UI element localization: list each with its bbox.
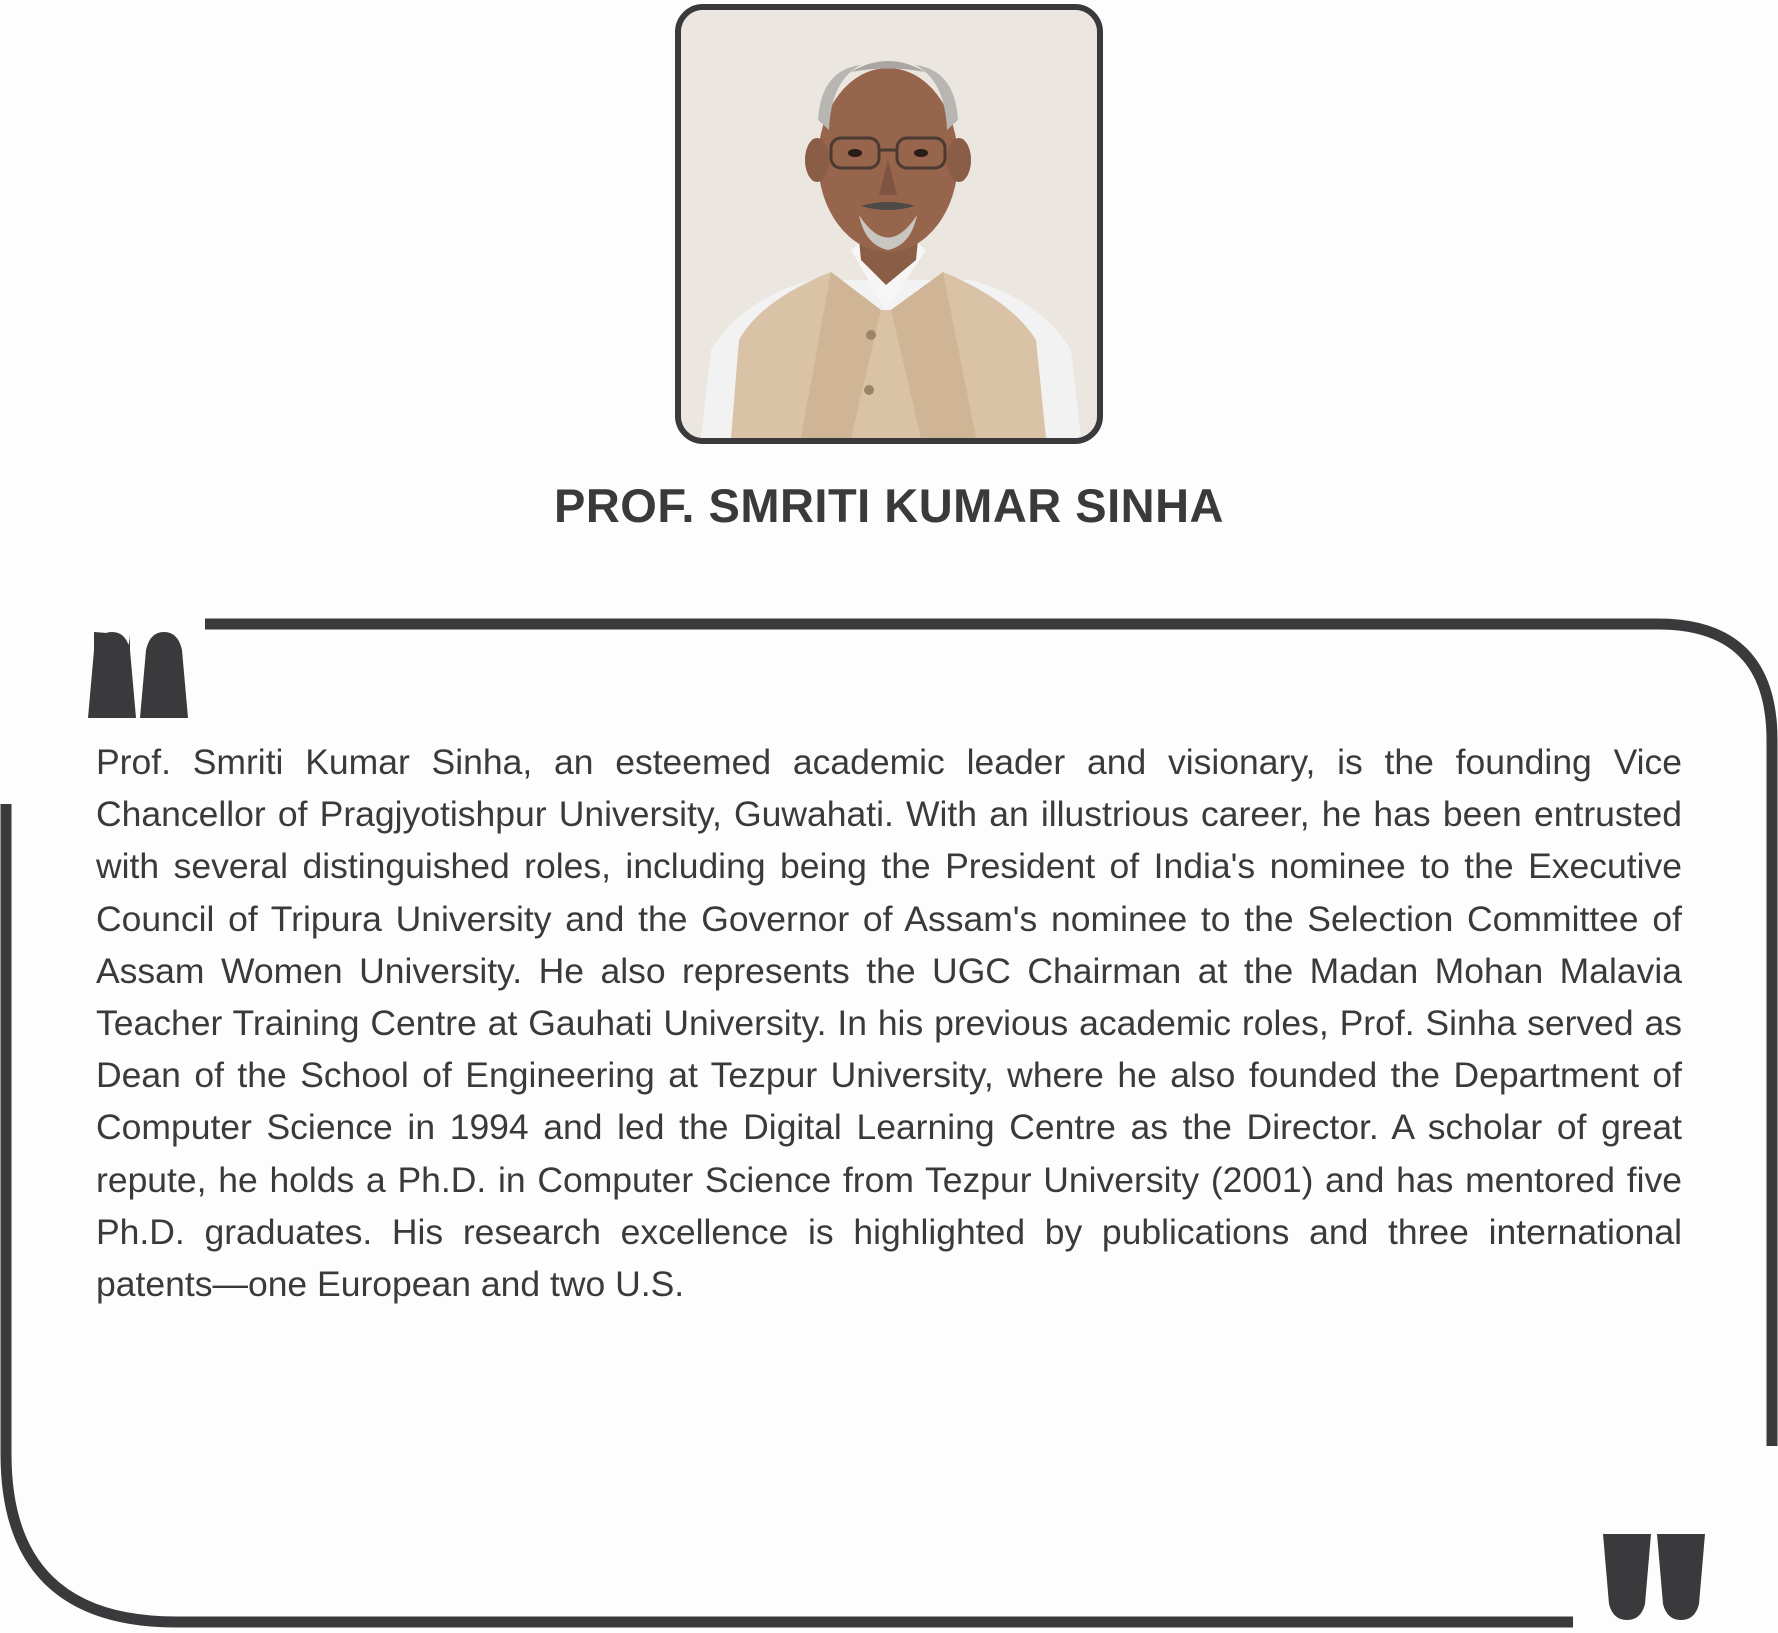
open-quote-icon (88, 632, 188, 718)
portrait-illustration (681, 10, 1097, 438)
page-title: PROF. SMRITI KUMAR SINHA (554, 479, 1224, 532)
portrait-photo (675, 4, 1103, 444)
close-quote-icon (1603, 1534, 1705, 1620)
bio-paragraph: Prof. Smriti Kumar Sinha, an esteemed academic leader and visionary, is the founding Vice Chancellor of Pragjyotishpur University, Guwahati. With an illustrious career, he has been entrusted with several distinguished roles, including being the President of India's nominee to the Executive Council of Tripura University and the Governor of Assam's nominee to the Selection Committee of Assam Women University. He also represents the UGC Chairman at the Madan Mohan Malavia Teacher Training Centre at Gauhati University. In his previous academic roles, Prof. Sinha served as Dean of the School of Engineering at Tezpur University, where he also founded the Department of Computer Science in 1994 and led the Digital Learning Centre as the Director. A scholar of great repute, he holds a Ph.D. in Computer Science from Tezpur University (2001) and has mentored five Ph.D. graduates. His research excellence is highlighted by publications and three international patents—one European and two U.S. (96, 742, 1682, 1305)
